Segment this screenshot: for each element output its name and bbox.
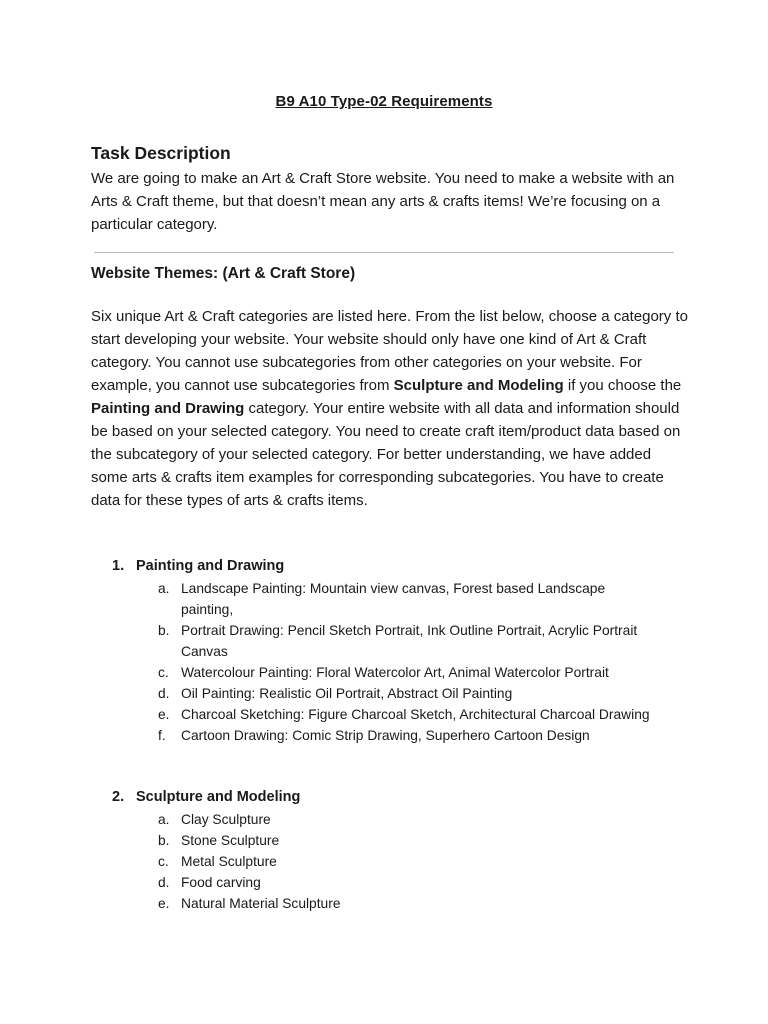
category-heading [112,787,712,807]
list-item [112,683,651,704]
list-item-letter: a. [158,812,170,827]
list-item-text: Stone Sculpture [181,833,280,848]
list-item-text: Oil Painting: Realistic Oil Portrait, Abstract Oil Painting [181,686,513,701]
category-name: Painting and Drawing [136,558,285,574]
list-item-text: Cartoon Drawing: Comic Strip Drawing, Superhero Cartoon Design [181,728,590,743]
list-item [112,809,651,830]
list-item [112,872,651,893]
list-item [112,725,651,746]
subcategory-list [112,809,712,914]
category-number: 2. [112,789,125,805]
list-item [112,704,651,725]
list-item-letter: d. [158,686,170,701]
list-item [112,851,651,872]
list-item-text: Charcoal Sketching: Figure Charcoal Sketch, Architectural Charcoal Drawing [181,707,650,722]
list-item [112,620,651,662]
category-sculpture-and-modeling [112,787,712,914]
themes-text-1: Six unique Art & Craft categories are listed here. From the list below, choose a category to start developing your website. Your website should only have one kind of Art & Craft category. You cannot use subcategories from other categories on your website. For example, you cannot use subcategories from [91,308,688,394]
list-item-text: Portrait Drawing: Pencil Sketch Portrait, Ink Outline Portrait, Acrylic Portrait Canvas [181,623,638,659]
themes-bold-sculpture: Sculpture and Modeling [393,377,564,394]
list-item-letter: a. [158,581,170,596]
list-item-letter: b. [158,833,170,848]
list-item-letter: f. [158,728,166,743]
list-item-text: Metal Sculpture [181,854,277,869]
category-number: 1. [112,558,125,574]
list-item-letter: c. [158,854,169,869]
list-item-letter: e. [158,707,170,722]
list-item-letter: d. [158,875,170,890]
list-item [112,578,651,620]
divider [94,252,674,253]
themes-paragraph [91,305,691,512]
subcategory-list [112,578,712,746]
themes-text-3: category. Your entire website with all data and information should be based on your selected category. You need to create craft item/product data based on the subcategory of your selected category. For better understanding, we have added some arts & crafts item examples for corresponding subcategories. You have to create data for these types of arts & crafts items. [91,400,681,509]
task-intro-paragraph: We are going to make an Art & Craft Store website. You need to make a website with an Arts & Craft theme, but that doesn’t mean any arts & crafts items! We’re focusing on a particular category. [91,170,675,233]
document-title: B9 A10 Type-02 Requirements [275,93,493,110]
list-item [112,662,651,683]
list-item-letter: e. [158,896,170,911]
list-item-text: Food carving [181,875,261,890]
list-item-letter: b. [158,623,170,638]
task-description-heading: Task Description [91,143,231,163]
themes-bold-painting: Painting and Drawing [91,400,245,417]
list-item-text: Landscape Painting: Mountain view canvas, Forest based Landscape painting, [181,581,606,617]
list-item-letter: c. [158,665,169,680]
list-item-text: Natural Material Sculpture [181,896,341,911]
list-item [112,830,651,851]
website-themes-heading: Website Themes: (Art & Craft Store) [91,265,356,282]
list-item-text: Watercolour Painting: Floral Watercolor Art, Animal Watercolor Portrait [181,665,609,680]
themes-text-2: if you choose the [563,377,682,394]
category-heading [112,556,712,576]
list-item-text: Clay Sculpture [181,812,271,827]
category-painting-and-drawing [112,556,712,746]
list-item [112,893,651,914]
category-name: Sculpture and Modeling [136,789,301,805]
